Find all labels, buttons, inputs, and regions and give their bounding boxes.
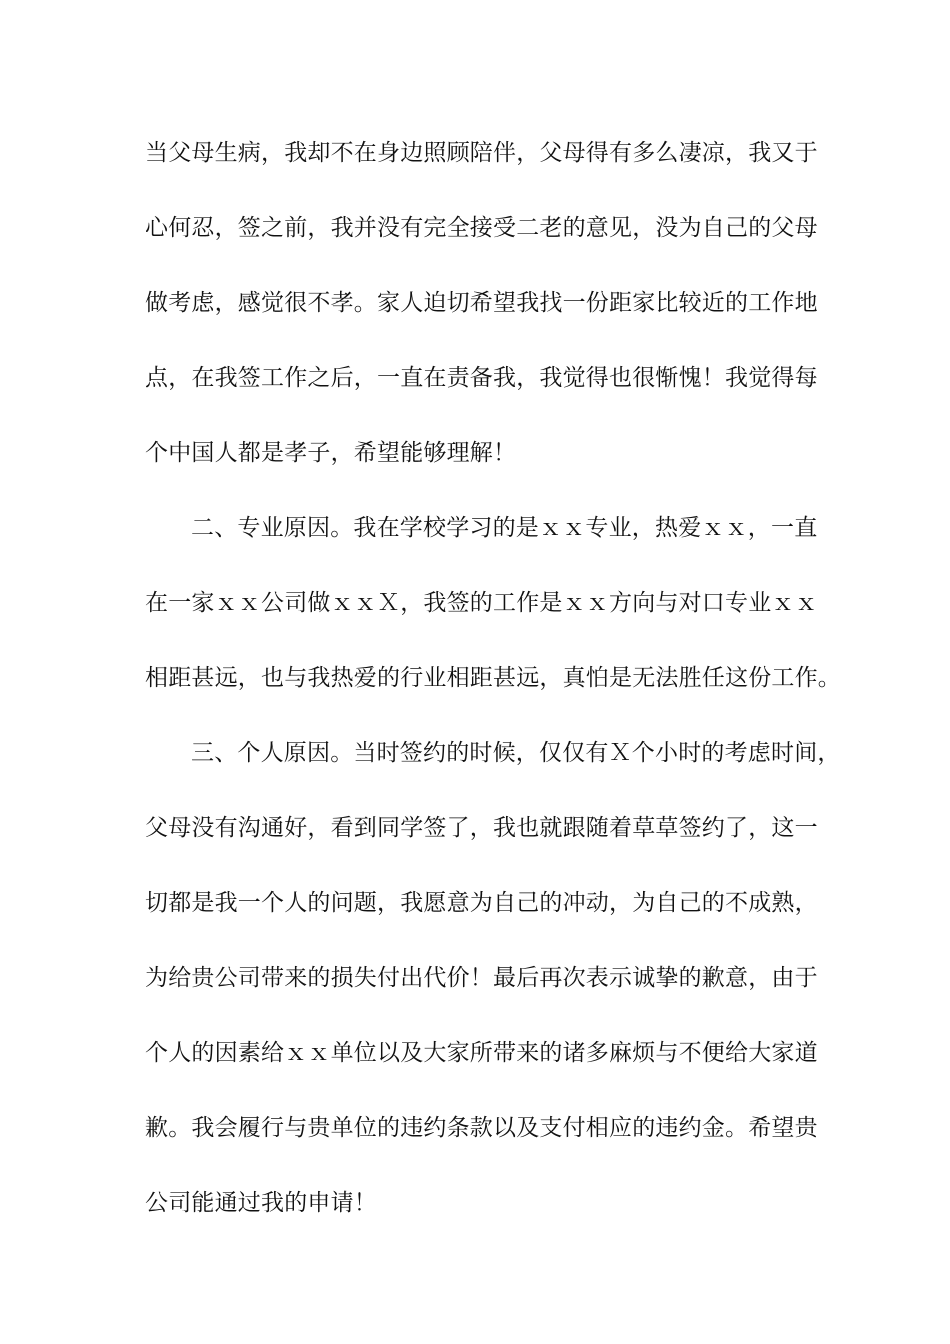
text-line: 公司能通过我的申请！ [145,1190,377,1216]
document-body [145,130,841,1255]
text-line: 在一家ｘｘ公司做ｘｘＸ，我签的工作是ｘｘ方向与对口专业ｘｘ [145,590,818,616]
section-heading-line: 二、专业原因。我在学校学习的是ｘｘ专业，热爱ｘｘ，一直 [191,515,818,541]
text-line: 个人的因素给ｘｘ单位以及大家所带来的诸多麻烦与不便给大家道 [145,1040,818,1066]
text-line: 心何忍，签之前，我并没有完全接受二老的意见，没为自己的父母 [145,215,818,241]
text-line: 相距甚远，也与我热爱的行业相距甚远，真怕是无法胜任这份工作。 [145,665,841,691]
text-line: 歉。我会履行与贵单位的违约条款以及支付相应的违约金。希望贵 [145,1115,818,1141]
text-line: 为给贵公司带来的损失付出代价！最后再次表示诚挚的歉意，由于 [145,965,818,991]
text-line: 做考虑，感觉很不孝。家人迫切希望我找一份距家比较近的工作地 [145,290,818,316]
text-line: 点，在我签工作之后，一直在责备我，我觉得也很惭愧！我觉得每 [145,365,818,391]
text-line: 切都是我一个人的问题，我愿意为自己的冲动，为自己的不成熟， [145,890,818,916]
text-line: 父母没有沟通好，看到同学签了，我也就跟随着草草签约了，这一 [145,815,818,841]
text-line: 个中国人都是孝子，希望能够理解！ [145,440,517,466]
text-line: 当父母生病，我却不在身边照顾陪伴，父母得有多么凄凉，我又于 [145,140,818,166]
section-heading-line: 三、个人原因。当时签约的时候，仅仅有Ｘ个小时的考虑时间， [191,740,841,766]
